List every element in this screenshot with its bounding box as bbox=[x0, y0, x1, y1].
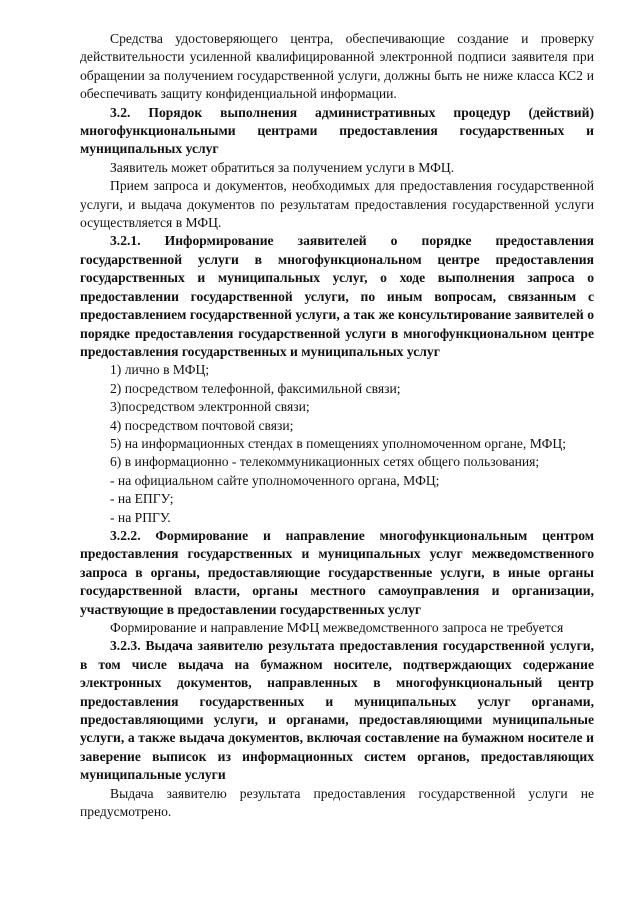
heading-3-2: 3.2. Порядок выполнения административных процедур (действий) многофункциональными центрами предоставления государственных и муниципальных услуг bbox=[80, 104, 594, 157]
heading-3-2-1: 3.2.1. Информирование заявителей о порядке предоставления государственной услуги в многофункциональном центре предоставления государственных и муниципальных услуг, о ходе выполнения запроса о предоставлении государственной услуги, по иным вопросам, связанным с предоставлением государственной услуги, а так же консультирование заявителей о порядке предоставления государственной услуги в многофункциональном центре предоставления государственных и муниципальных услуг bbox=[80, 233, 594, 359]
paragraph-applicant-mfc: Заявитель может обратиться за получением услуги в МФЦ. bbox=[110, 159, 455, 175]
paragraph-crypto-requirements: Средства удостоверяющего центра, обеспечивающие создание и проверку действительности усиленной квалифицированной электронной подписи заявителя при обращении за получением государственной услуги, должны быть не ниже класса КС2 и обеспечивать защиту конфиденциальной информации. bbox=[80, 31, 594, 102]
heading-3-2-3: 3.2.3. Выдача заявителю результата предоставления государственной услуги, в том числе выдача на бумажном носителе, подтверждающих содержание электронных документов, направленных в многофункциональный центр предоставления государственных и муниципальных услуг органами, предоставляющими услуги, и органами, предоставляющими муниципальные услуги, а также выдача документов, включая составление на бумажном носителе и заверение выписок из информационных систем органов, предоставляющих муниципальные услуги bbox=[80, 638, 594, 783]
list-item-2: 2) посредством телефонной, факсимильной связи; bbox=[110, 380, 401, 396]
list-item-3: 3)посредством электронной связи; bbox=[110, 399, 310, 415]
list-item-1: 1) лично в МФЦ; bbox=[110, 362, 210, 378]
list-item-5: 5) на информационных стендах в помещениях уполномоченном органе, МФЦ; bbox=[110, 435, 566, 451]
paragraph-interagency-request: Формирование и направление МФЦ межведомственного запроса не требуется bbox=[110, 620, 564, 635]
list-item-rpgu: - на РПГУ. bbox=[110, 509, 171, 525]
paragraph-reception: Прием запроса и документов, необходимых для предоставления государственной услуги, и выдача документов по результатам предоставления государственной услуги осуществляется в МФЦ. bbox=[80, 178, 594, 231]
list-item-4: 4) посредством почтовой связи; bbox=[110, 417, 294, 433]
paragraph-result-delivery: Выдача заявителю результата предоставления государственной услуги не предусмотрено. bbox=[80, 785, 594, 820]
list-item-epgu: - на ЕПГУ; bbox=[110, 491, 174, 507]
document-page bbox=[80, 30, 594, 821]
list-item-official-site: - на официальном сайте уполномоченного органа, МФЦ; bbox=[110, 472, 440, 488]
list-item-6: 6) в информационно - телекоммуникационных сетях общего пользования; bbox=[110, 454, 540, 470]
heading-3-2-2: 3.2.2. Формирование и направление многофункциональным центром предоставления государственных и муниципальных услуг межведомственного запроса в органы, предоставляющие государственные услуги, в иные органы государственной власти, органы местного самоуправления и организации, участвующие в предоставлении государственных услуг bbox=[80, 527, 594, 617]
